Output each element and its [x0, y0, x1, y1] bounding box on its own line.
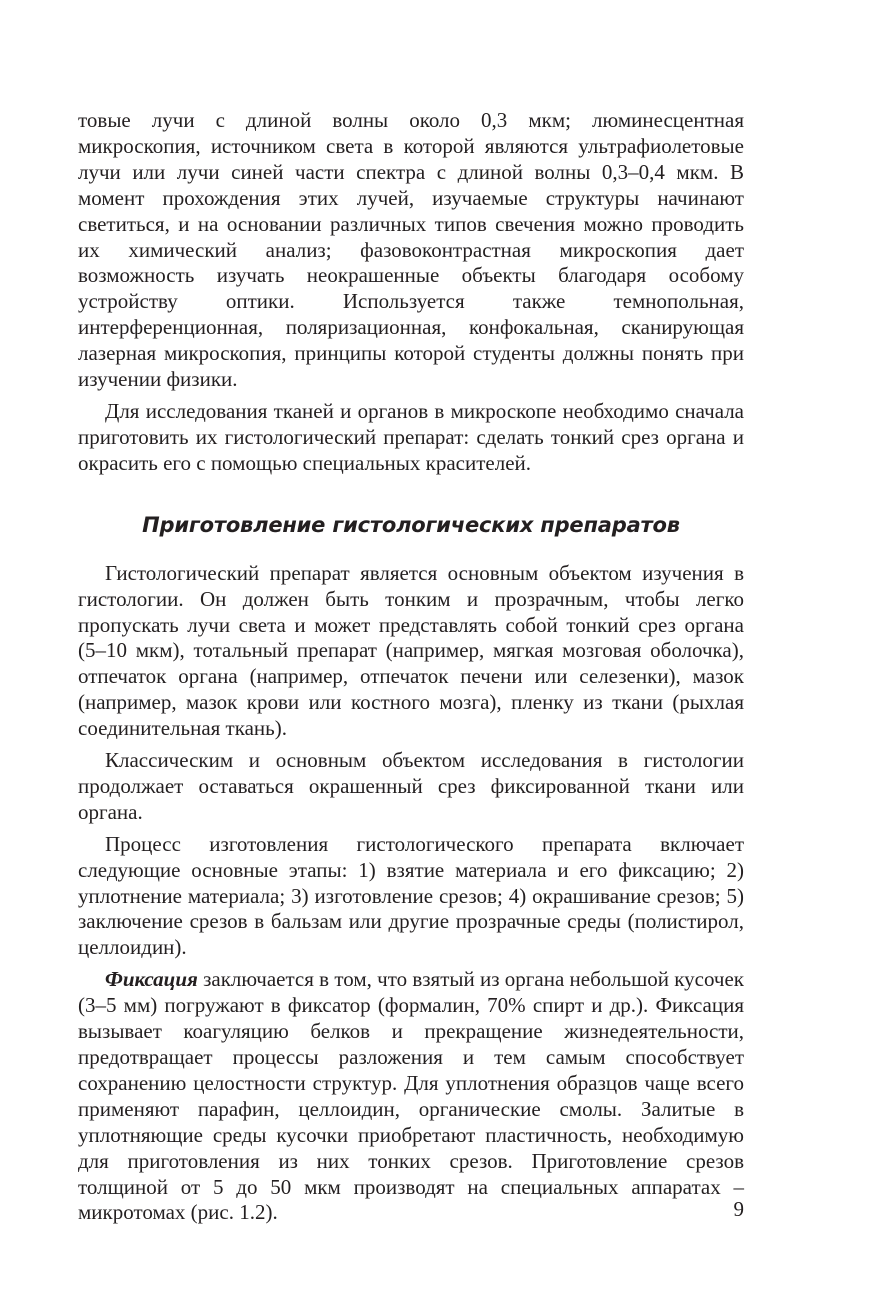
paragraph-process-stages: Процесс изготовления гистологического препарата включает следующие основные этапы: 1) взятие материала и его фиксацию; 2) уплотнение материала; 3) изготовление срезов; 4) окрашивание срезов; 5) заключение срезов в бальзам или другие прозрачные среды (полистирол, целлоидин). — [78, 831, 744, 960]
section-heading: Приготовление гистологических препаратов — [142, 512, 680, 537]
page-body — [78, 108, 744, 1226]
paragraph-fixation — [78, 967, 744, 1226]
paragraph-histological-preparation: Гистологический препарат является основным объектом изучения в гистологии. Он должен быть тонким и прозрачным, чтобы легко пропускать лучи света и может представлять собой тонкий срез органа (5–10 мкм), тотальный препарат (например, мягкая мозговая оболочка), отпечаток органа (например, отпечаток печени или селезенки), мазок (например, мазок крови или костного мозга), пленку из ткани (рыхлая соединительная ткань). — [78, 560, 744, 741]
fixation-text: заключается в том, что взятый из органа небольшой кусочек (3–5 мм) погружают в фиксатор (формалин, 70% спирт и др.). Фиксация вызывает коагуляцию белков и прекращение жизнедеятельности, предотвращает процессы разложения и тем самым способствует сохранению целостности структур. Для уплотнения образцов чаще всего применяют парафин, целлоидин, органические смолы. Залитые в уплотняющие среды кусочки приобретают пластичность, необходимую для приготовления из них тонких срезов. Приготовление срезов толщиной от 5 до 50 мкм производят на специальных аппаратах – микротомах (рис. 1.2). — [78, 967, 744, 1225]
fixation-term: Фиксация — [105, 967, 198, 992]
paragraph-microscopy-methods: товые лучи с длиной волны около 0,3 мкм; люминесцентная микроскопия, источником света в которой являются ультрафиолетовые лучи или лучи синей части спектра с длиной волны 0,3–0,4 мкм. В момент прохождения этих лучей, изучаемые структуры начинают светиться, и на основании различных типов свечения можно проводить их химический анализ; фазовоконтрастная микроскопия дает возможность изучать неокрашенные объекты благодаря особому устройству оптики. Используется также темнопольная, интерференционная, поляризационная, конфокальная, сканирующая лазерная микроскопия, принципы которой студенты должны понять при изучении физики. — [78, 108, 744, 392]
paragraph-preparation-intro: Для исследования тканей и органов в микроскопе необходимо сначала приготовить их гистологический препарат: сделать тонкий срез органа и окрасить его с помощью специальных красителей. — [78, 398, 744, 475]
paragraph-classic-object: Классическим и основным объектом исследования в гистологии продолжает оставаться окрашенный срез фиксированной ткани или органа. — [78, 748, 744, 824]
page-number: 9 — [733, 1197, 744, 1221]
